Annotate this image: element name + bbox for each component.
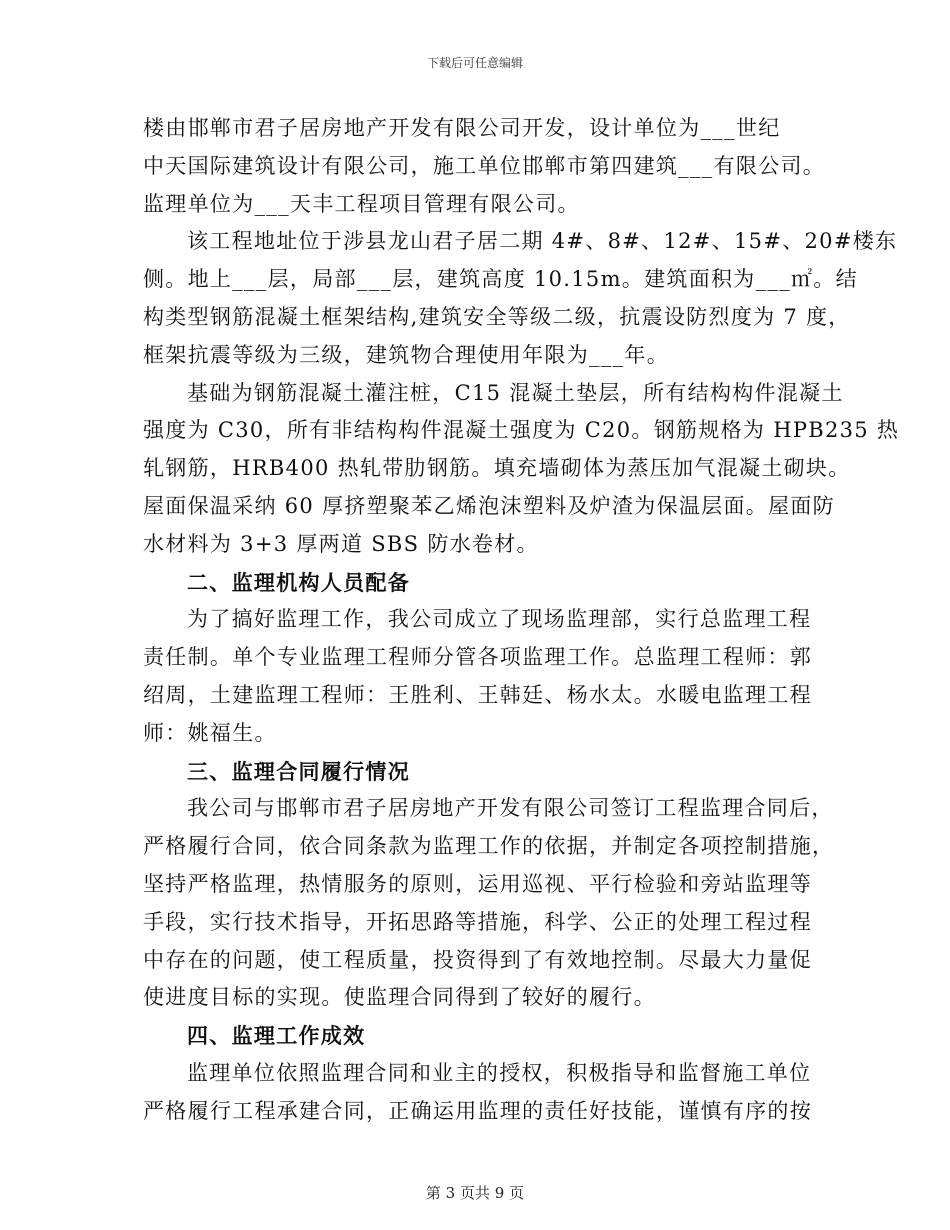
text-line: 强度为 C30，所有非结构构件混凝土强度为 C20。钢筋规格为 HPB235 热 [143,418,900,443]
text-line: 构类型钢筋混凝土框架结构,建筑安全等级二级，抗震设防烈度为 7 度， [143,304,851,329]
text-line: 中存在的问题，使工程质量，投资得到了有效地控制。尽最大力量促 [143,947,812,972]
section-heading: 二、监理机构人员配备 [187,569,410,595]
text-line: 侧。地上___层，局部___层，建筑高度 10.15m。建筑面积为___㎡。结 [143,267,858,292]
paragraph-first-line: 为了搞好监理工作，我公司成立了现场监理部，实行总监理工程 [187,607,812,632]
page-footer: 第 3 页共 9 页 [425,1184,525,1202]
text-line: 轧钢筋，HRB400 热轧带肋钢筋。填充墙砌体为蒸压加气混凝土砌块。 [143,456,851,481]
text-line: 绍周，土建监理工程师：王胜利、王韩廷、杨水太。水暖电监理工程 [143,682,812,707]
text-line: 框架抗震等级为三级，建筑物合理使用年限为___年。 [143,342,669,367]
text-line: 严格履行工程承建合同，正确运用监理的责任好技能，谨慎有序的按 [143,1098,812,1123]
paragraph-first-line: 我公司与邯郸市君子居房地产开发有限公司签订工程监理合同后， [187,796,834,821]
text-line: 严格履行合同，依合同条款为监理工作的依据，并制定各项控制措施， [143,834,835,859]
section-heading: 四、监理工作成效 [187,1023,366,1049]
section-heading: 三、监理合同履行情况 [187,758,410,784]
document-body [143,110,900,1131]
text-line: 屋面保温采纳 60 厚挤塑聚苯乙烯泡沫塑料及炉渣为保温层面。屋面防 [143,493,835,518]
text-line: 师：姚福生。 [143,720,277,745]
text-line: 水材料为 3+3 厚两道 SBS 防水卷材。 [143,531,539,556]
text-line: 楼由邯郸市君子居房地产开发有限公司开发，设计单位为___世纪 [143,116,781,140]
text-line: 责任制。单个专业监理工程师分管各项监理工作。总监理工程师：郭 [143,645,812,670]
text-line: 手段，实行技术指导，开拓思路等措施，科学、公正的处理工程过程 [143,909,812,934]
text-line: 中天国际建筑设计有限公司，施工单位邯郸市第四建筑___有限公司。 [143,153,826,178]
text-line: 使进度目标的实现。使监理合同得到了较好的履行。 [143,985,656,1010]
text-line: 监理单位为___天丰工程项目管理有限公司。 [143,191,580,216]
paragraph-first-line: 该工程地址位于涉县龙山君子居二期 4#、8#、12#、15#、20#楼东 [187,229,898,254]
paragraph-first-line: 基础为钢筋混凝土灌注桩，C15 混凝土垫层，所有结构构件混凝土 [187,380,844,405]
paragraph-first-line: 监理单位依照监理合同和业主的授权，积极指导和监督施工单位 [187,1060,812,1085]
page-header: 下载后可任意编辑 [426,56,523,70]
text-line: 坚持严格监理，热情服务的原则，运用巡视、平行检验和旁站监理等 [143,871,812,896]
